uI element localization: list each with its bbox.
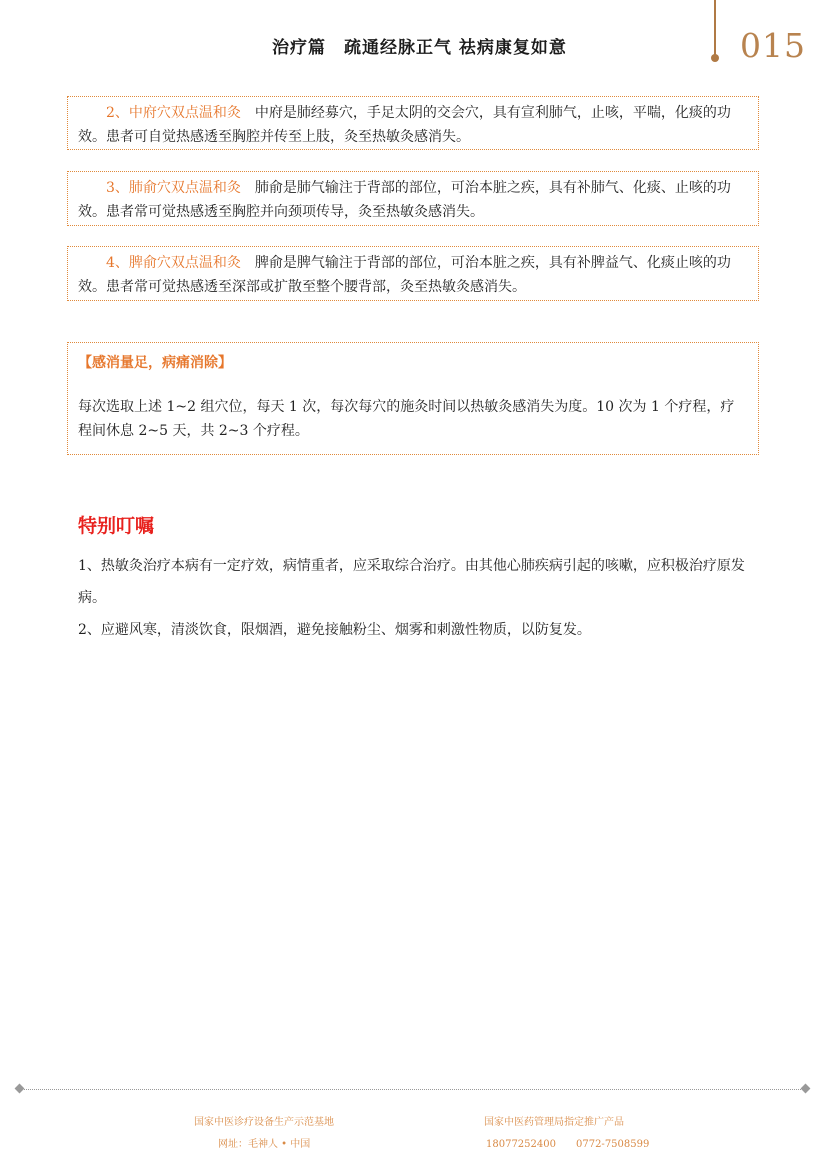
acupoint-box-feishu — [67, 171, 759, 226]
dosage-text: 每次选取上述 1~2 组穴位，每天 1 次，每次每穴的施灸时间以热敏灸感消失为度。10 次为 1 个疗程，疗程间休息 2~5 天，共 2~3 个疗程。 — [78, 399, 735, 439]
page-header-title: 治疗篇 疏通经脉正气 祛病康复如意 — [272, 38, 567, 58]
dosage-box — [67, 342, 759, 455]
footer-divider-diamond-left — [15, 1084, 25, 1094]
footer-phone-numbers: 18077252400 0772-7508599 — [486, 1139, 650, 1150]
acupoint-description: 中府是肺经募穴，手足太阴的交会穴，具有宣利肺气，止咳，平喘，化痰的功效。患者可自觉热感透至胸腔并传至上肢，灸至热敏灸感消失。 — [78, 105, 731, 145]
acupoint-title: 2、中府穴双点温和灸 — [106, 105, 241, 121]
footer-divider-diamond-right — [801, 1084, 811, 1094]
special-note-item: 2、应避风寒，清淡饮食，限烟酒，避免接触粉尘、烟雾和刺激性物质，以防复发。 — [78, 622, 591, 638]
acupoint-description: 脾俞是脾气输注于背部的部位，可治本脏之疾，具有补脾益气、化痰止咳的功效。患者常可觉热感透至深部或扩散至整个腰背部，灸至热敏灸感消失。 — [78, 255, 731, 295]
footer-right-line1: 国家中医药管理局指定推广产品 — [484, 1117, 624, 1128]
page-number: 015 — [740, 26, 806, 65]
special-notes-list — [78, 550, 758, 646]
header-divider-dot — [711, 54, 719, 62]
footer-website: 网址：毛神人 • 中国 — [218, 1139, 311, 1150]
special-notes-heading: 特别叮嘱 — [78, 515, 155, 537]
acupoint-description: 肺俞是肺气输注于背部的部位，可治本脏之疾，具有补肺气、化痰、止咳的功效。患者常可觉热感透至胸腔并向颈项传导，灸至热敏灸感消失。 — [78, 180, 731, 220]
acupoint-box-pishu — [67, 246, 759, 301]
acupoint-title: 4、脾俞穴双点温和灸 — [106, 255, 241, 271]
acupoint-title: 3、肺俞穴双点温和灸 — [106, 180, 241, 196]
acupoint-box-zhongfu — [67, 96, 759, 150]
footer-left-line1: 国家中医诊疗设备生产示范基地 — [194, 1117, 334, 1128]
dosage-heading: 【感消量足，病痛消除】 — [78, 355, 232, 371]
header-divider — [714, 0, 716, 58]
footer-divider — [20, 1089, 807, 1090]
special-note-item: 1、热敏灸治疗本病有一定疗效，病情重者，应采取综合治疗。由其他心肺疾病引起的咳嗽，应积极治疗原发病。 — [78, 558, 745, 606]
